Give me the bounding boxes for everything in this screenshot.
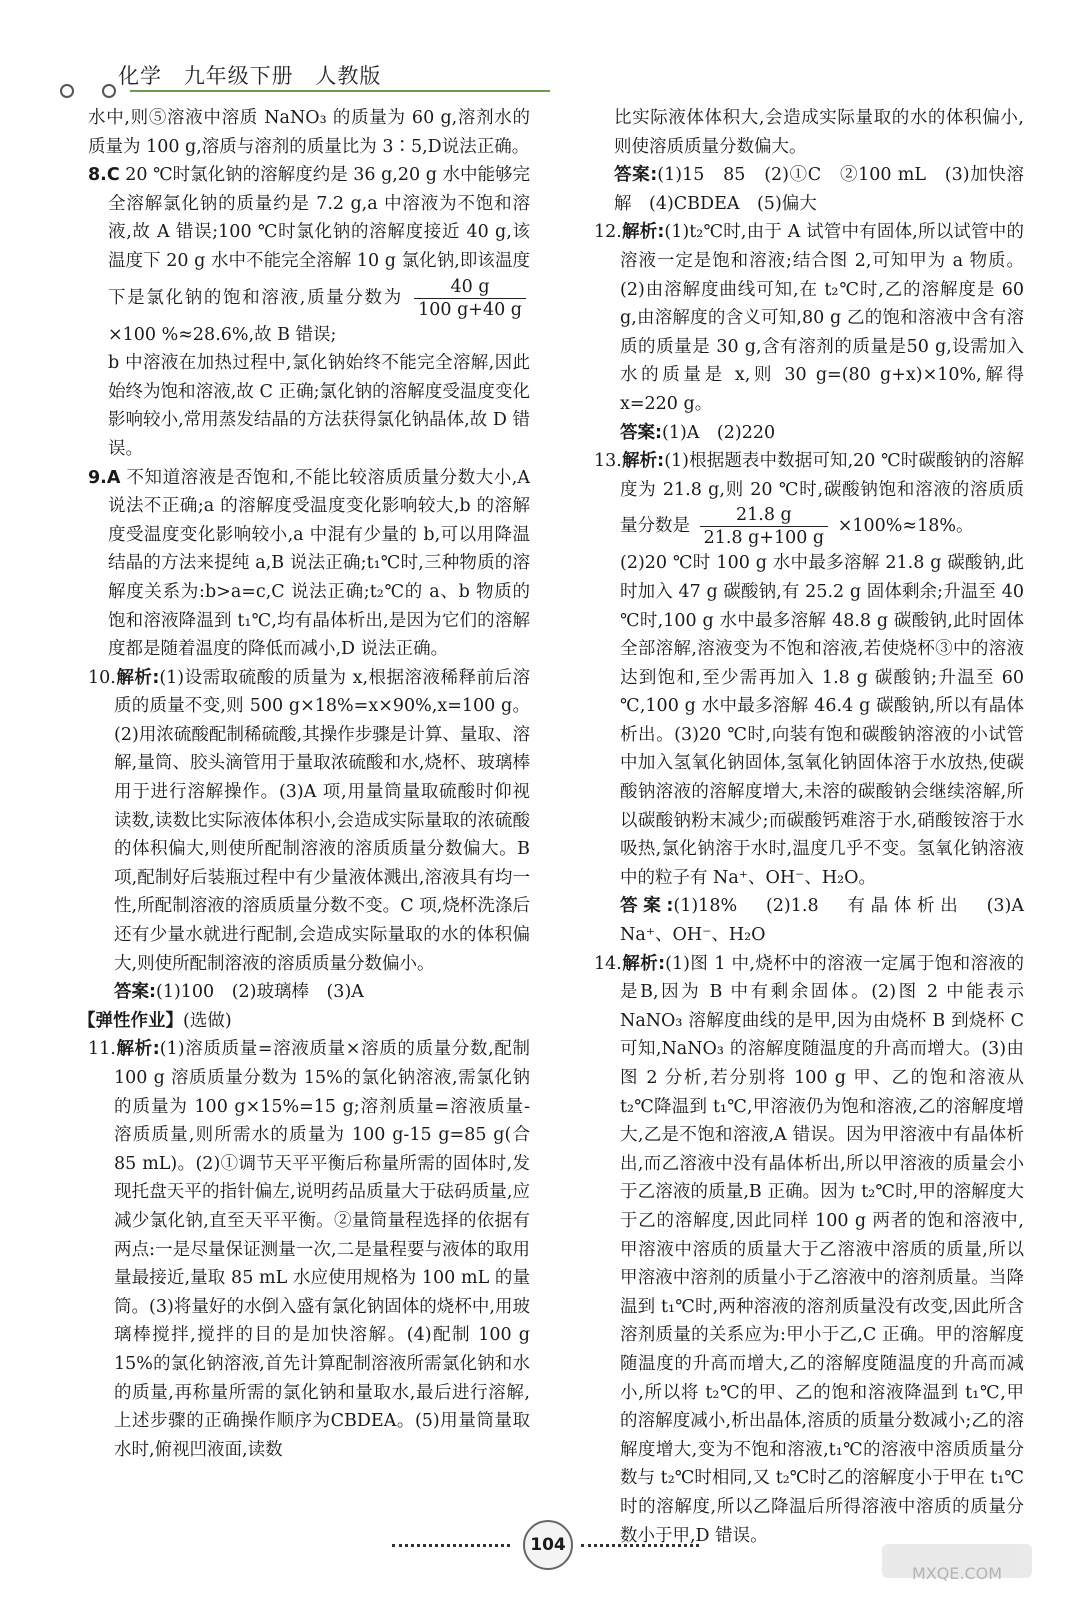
question-number: 14. — [594, 953, 622, 974]
right-column — [594, 104, 1042, 1550]
section-heading — [78, 1007, 530, 1036]
question-9 — [88, 464, 530, 664]
question-number: 13. — [594, 451, 622, 472]
question-text: (1)设需取硫酸的质量为 x,根据溶液稀释前后溶质的质量不变,则 500 g×18%=x×90%,x=100 g。(2)用浓硫酸配制稀硫酸,其操作步骤是计算、量取、溶解,量筒、胶头滴管用于量取浓硫酸和水,烧杯、玻璃棒用于进行溶解操作。(3)A 项,用量筒量取硫酸时仰视读数,读数比实际液体体积小,会造成实际量取的浓硫酸的体积偏大,则使所配制溶液的溶质质量分数偏大。B 项,配制好后装瓶过程中有少量液体溅出,溶液具有均一性,所配制溶液的溶质质量分数不变。C 项,烧杯洗涤后还有少量水就进行配制,会造成实际量取的水的体积偏大,则使所配制溶液的溶质质量分数偏小。 — [114, 667, 530, 974]
fraction-denominator: 21.8 g+100 g — [703, 528, 825, 549]
question-number: 10. — [88, 667, 116, 688]
answer-13 — [594, 892, 1042, 949]
answer-12 — [594, 419, 1024, 448]
section-label: 【弹性作业】 — [78, 1010, 183, 1031]
fraction-numerator: 21.8 g — [700, 504, 829, 527]
continued-paragraph: 水中,则⑤溶液中溶质 NaNO₃ 的质量为 60 g,溶剂水的质量为 100 g,溶质与溶剂的质量比为 3∶5,D说法正确。 — [88, 108, 530, 157]
answer-text: (1)A (2)220 — [662, 422, 776, 443]
question-12 — [594, 218, 1024, 418]
answer-text: (1)15 85 (2)①C ②100 mL (3)加快溶解 (4)CBDEA (5)偏大 — [614, 165, 1024, 214]
section-note: (选做) — [183, 1010, 232, 1031]
question-number: 9.A — [88, 467, 121, 488]
answer-label: 答案: — [620, 896, 674, 917]
question-text: ×100 %≈28.6%,故 B 错误; — [108, 324, 337, 345]
question-text: (1)溶质质量=溶液质量×溶质的质量分数,配制 100 g 溶质质量分数为 15%的氯化钠溶液,需氯化钠的质量为 100 g×15%=15 g;溶剂质量=溶液质量-溶质质量,则所需水的质量为 100 g-15 g=85 g(合 85 mL)。(2)①调节天平平衡后称量所需的固体时,发现托盘天平的指针偏左,说明药品质量大于砝码质量,应减少氯化钠,直至天平平衡。②量筒量程选择的依据有两点:一是尽量保证测量一次,二是量程要与液体的取用量最接近,量取 85 mL 水应使用规格为 100 mL 的量筒。(3)将量好的水倒入盛有氯化钠固体的烧杯中,用玻璃棒搅拌,搅拌的目的是加快溶解。(4)配制 100 g 15%的氯化钠溶液,首先计算配制溶液所需氯化钠和水的质量,再称量所需的氯化钠和量取水,最后进行溶解,上述步骤的正确操作顺序为CBDEA。(5)用量筒量取水时,俯视凹液面,读数 — [114, 1039, 530, 1460]
question-text: 不知道溶液是否饱和,不能比较溶质质量分数大小,A 说法不正确;a 的溶解度受温度变化影响较大,b 的溶解度受温度变化影响较小,a 中混有少量的 b,可以用降温结晶的方法来提纯 a,B 说法正确;t₁℃时,三种物质的溶解度关系为:b>a=c,C 说法正确;t₂℃的 a、b 物质的饱和溶液降温到 t₁℃,均有晶体析出,是因为它们的溶解度都是随着温度的降低而减小,D 说法正确。 — [108, 467, 530, 660]
header-ornament-icon — [60, 84, 74, 98]
question-11 — [88, 1035, 530, 1464]
page-header — [60, 60, 500, 100]
question-8-continued: b 中溶液在加热过程中,氯化钠始终不能完全溶解,因此始终为饱和溶液,故 C 正确;氯化钠的溶解度受温度变化影响较小,常用蒸发结晶的方法获得氯化钠晶体,故 D 错误。 — [108, 353, 530, 459]
question-number: 12. — [594, 222, 622, 243]
question-13-continued: (2)20 ℃时 100 g 水中最多溶解 21.8 g 碳酸钠,此时加入 47 g 碳酸钠,有 25.2 g 固体剩余;升温至 40 ℃时,100 g 水中最多溶解 48.8 g 碳酸钠,此时固体全部溶解,溶液变为不饱和溶液,若使烧杯③中的溶液达到饱和,至少需再加入 1.8 g 碳酸钠;升温至 60 ℃,100 g 水中最多溶解 46.4 g 碳酸钠,所以有晶体析出。(3)20 ℃时,向装有饱和碳酸钠溶液的小试管中加入氢氧化钠固体,氢氧化钠固体溶于水放热,使碳酸钠溶液的溶解度增大,未溶的碳酸钠会继续溶解,所以碳酸钠粉末减少;而碳酸钙难溶于水,硝酸铵溶于水吸热,氯化钠溶于水时,温度几乎不变。氢氧化钠溶液中的粒子有 Na⁺、OH⁻、H₂O。 — [620, 553, 1024, 888]
analysis-label: 解析: — [115, 667, 160, 688]
header-rule — [130, 90, 550, 92]
question-10 — [88, 664, 530, 979]
question-text: (1)根据题表中数据可知,20 ℃时碳酸钠的溶解度为 21.8 g,则 20 ℃时,碳酸钠饱和溶液的溶质质量分数是 — [620, 451, 1024, 537]
question-14 — [594, 950, 1024, 1550]
question-number: 11. — [88, 1039, 116, 1060]
header-subject: 化学 — [118, 64, 162, 88]
answer-10 — [88, 978, 530, 1007]
footer-dots-right — [581, 1544, 699, 1547]
question-text: (1)t₂℃时,由于 A 试管中有固体,所以试管中的溶液一定是饱和溶液;结合图 2,可知甲为 a 物质。(2)由溶解度曲线可知,在 t₂℃时,乙的溶解度是 60 g,由溶解度的含义可知,80 g 乙的饱和溶液中含有溶质的质量是 30 g,含有溶剂的质量是50 g,设需加入水的质量是 x,则 30 g=(80 g+x)×10%,解得 x=220 g。 — [620, 222, 1024, 414]
answer-text: (1)100 (2)玻璃棒 (3)A — [156, 982, 364, 1003]
analysis-label: 解析: — [115, 1039, 160, 1060]
fraction — [414, 276, 526, 321]
fraction — [700, 504, 829, 549]
question-text: (1)图 1 中,烧杯中的溶液一定属于饱和溶液的是B,因为 B 中有剩余固体。(2)图 2 中能表示 NaNO₃ 溶解度曲线的是甲,因为由烧杯 B 到烧杯 C 可知,NaNO₃ 的溶解度随温度的升高而增大。(3)由图 2 分析,若分别将 100 g 甲、乙的饱和溶液从 t₂℃降温到 t₁℃,甲溶液仍为饱和溶液,乙的溶解度增大,乙是不饱和溶液,A 错误。因为甲溶液中有晶体析出,而乙溶液中没有晶体析出,所以甲溶液的质量会小于乙溶液的质量,B 正确。因为 t₂℃时,甲的溶解度大于乙的溶解度,因此同样 100 g 两者的饱和溶液中,甲溶液中溶质的质量大于乙溶液中溶质的质量,所以甲溶液中溶剂的质量小于乙溶液中的溶剂质量。当降温到 t₁℃时,两种溶液的溶剂质量没有改变,因此所含溶剂质量的关系应为:甲小于乙,C 正确。甲的溶解度随温度的升高而增大,乙的溶解度随温度的升高而减小,所以将 t₂℃的甲、乙的饱和溶液降温到 t₁℃,甲的溶解度减小,析出晶体,溶质的质量分数减小;乙的溶解度增大,变为不饱和溶液,t₁℃的溶液中溶质质量分数与 t₂℃时相同,又 t₂℃时乙的溶解度小于甲在 t₁℃时的溶解度,所以乙降温后所得溶液中溶质的质量分数小于甲,D 错误。 — [620, 953, 1024, 1546]
header-ornament-icon — [102, 84, 116, 98]
watermark-logo — [882, 1508, 1032, 1588]
question-number: 8.C — [88, 165, 120, 186]
header-edition: 人教版 — [315, 64, 382, 88]
question-13 — [594, 447, 1024, 549]
header-title — [118, 60, 395, 90]
page-number: 104 — [523, 1520, 573, 1570]
header-grade: 九年级下册 — [183, 64, 294, 88]
answer-11 — [594, 161, 1024, 218]
question-text: ×100%≈18%。 — [837, 516, 974, 537]
watermark-text: MXQE.COM — [911, 1564, 1003, 1583]
answer-label: 答案: — [620, 422, 662, 443]
answer-label: 答案: — [114, 982, 156, 1003]
question-8 — [88, 161, 530, 349]
answer-label: 答案: — [614, 165, 658, 186]
left-column — [78, 104, 530, 1464]
fraction-denominator: 100 g+40 g — [418, 299, 522, 320]
answer-text: (1)18% (2)1.8 有晶体析出 (3)A Na⁺、OH⁻、H₂O — [620, 896, 1042, 946]
analysis-label: 解析: — [621, 222, 665, 243]
question-text: 20 ℃时氯化钠的溶解度约是 36 g,20 g 水中能够完全溶解氯化钠的质量约是 7.2 g,a 中溶液为不饱和溶液,故 A 错误;100 ℃时氯化钠的溶解度接近 40 g,该温度下 20 g 水中不能完全溶解 10 g 氯化钠,即该温度下是氯化钠的饱和溶液,质量分数为 — [108, 165, 530, 308]
analysis-label: 解析: — [621, 953, 666, 974]
analysis-label: 解析: — [621, 451, 665, 472]
continued-paragraph: 比实际液体体积大,会造成实际量取的水的体积偏小,则使溶质质量分数偏大。 — [614, 108, 1024, 157]
footer-dots-left — [392, 1544, 510, 1547]
fraction-numerator: 40 g — [414, 276, 526, 299]
